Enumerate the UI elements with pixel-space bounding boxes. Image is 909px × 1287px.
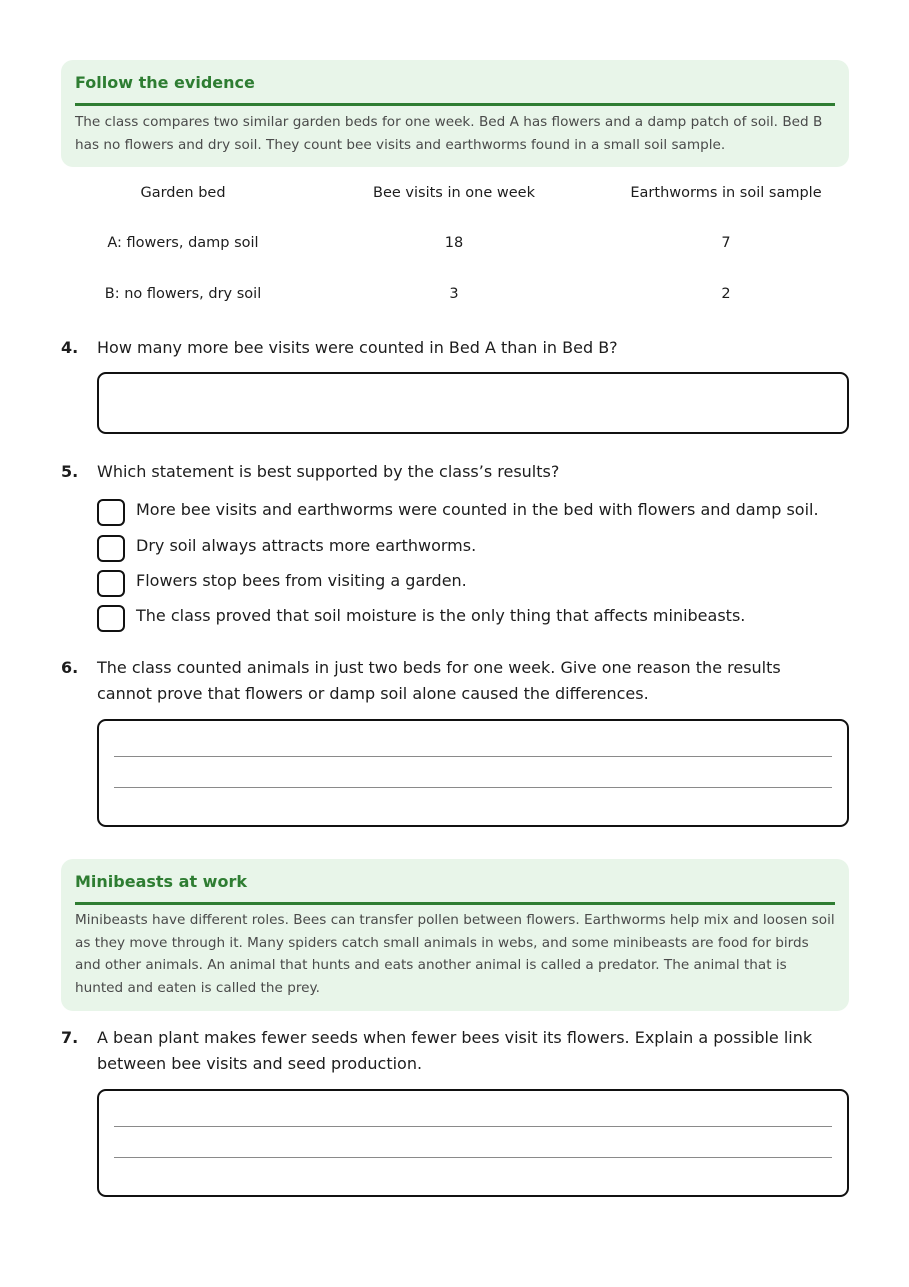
option-label: The class proved that soil moisture is the only thing that affects minibeasts. <box>136 606 746 625</box>
option-label: More bee visits and earthworms were counted in the bed with flowers and damp soil. <box>136 500 819 519</box>
option-checkbox[interactable] <box>97 570 125 597</box>
table-cell: A: flowers, damp soil <box>107 235 259 251</box>
info-panel-minibeasts <box>61 859 849 1011</box>
panel-body: Minibeasts have different roles. Bees can transfer pollen between flowers. Earthworms help mix and loosen soil as they move through it. Many spiders catch small animals in webs, and some minibeasts are food for birds and other animals. An animal that hunts and eats another animal is called a predator. The animal that is hunted and eaten is called the prey. <box>75 912 835 996</box>
panel-divider <box>75 103 835 106</box>
table-header: Earthworms in soil sample <box>630 185 822 201</box>
question-text: A bean plant makes fewer seeds when fewer bees visit its flowers. Explain a possible link between bee visits and seed production. <box>97 1028 813 1073</box>
question-text: The class counted animals in just two beds for one week. Give one reason the results cannot prove that flowers or damp soil alone caused the differences. <box>97 658 781 703</box>
option-label: Dry soil always attracts more earthworms. <box>136 536 477 555</box>
panel-title: Follow the evidence <box>75 73 255 92</box>
table-cell: 18 <box>444 235 464 251</box>
info-panel-evidence <box>61 60 849 167</box>
table-header: Garden bed <box>140 185 226 201</box>
question-number: 4. <box>61 338 79 357</box>
writing-line <box>114 756 832 757</box>
writing-line <box>114 1157 832 1158</box>
table-cell: 3 <box>449 286 459 302</box>
table-header: Bee visits in one week <box>373 185 535 201</box>
answer-box-q7[interactable] <box>97 1089 849 1197</box>
table-cell: 2 <box>721 286 731 302</box>
option-checkbox[interactable] <box>97 499 125 526</box>
option-checkbox[interactable] <box>97 535 125 562</box>
question-number: 5. <box>61 462 79 481</box>
panel-divider <box>75 902 835 905</box>
question-number: 6. <box>61 658 79 677</box>
panel-title: Minibeasts at work <box>75 872 247 891</box>
question-text: How many more bee visits were counted in Bed A than in Bed B? <box>97 338 618 357</box>
question-text: Which statement is best supported by the class’s results? <box>97 462 560 481</box>
answer-box-q4[interactable] <box>97 372 849 434</box>
panel-body: The class compares two similar garden beds for one week. Bed A has flowers and a damp patch of soil. Bed B has no flowers and dry soil. They count bee visits and earthworms found in a small soil sample. <box>75 114 823 153</box>
table-cell: 7 <box>721 235 731 251</box>
option-checkbox[interactable] <box>97 605 125 632</box>
option-label: Flowers stop bees from visiting a garden. <box>136 571 467 590</box>
table-cell: B: no flowers, dry soil <box>104 286 262 302</box>
question-number: 7. <box>61 1028 79 1047</box>
answer-box-q6[interactable] <box>97 719 849 827</box>
writing-line <box>114 1126 832 1127</box>
writing-line <box>114 787 832 788</box>
